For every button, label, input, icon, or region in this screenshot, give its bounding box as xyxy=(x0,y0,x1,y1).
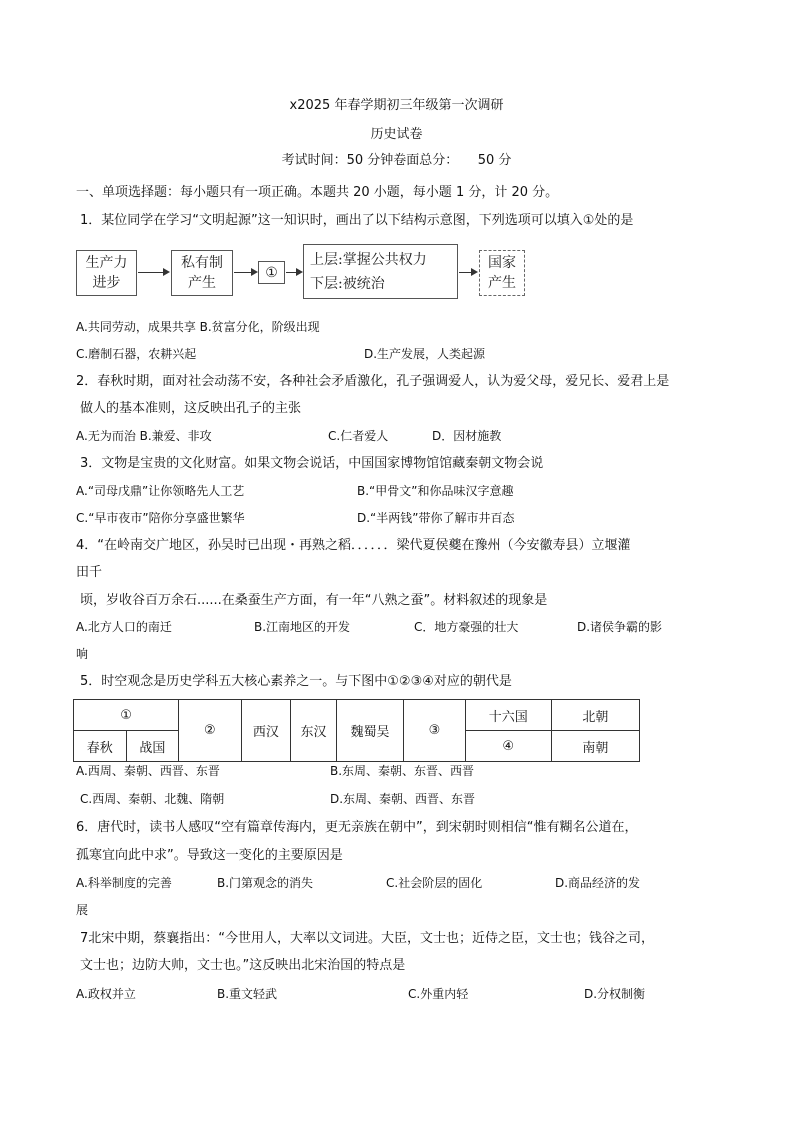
q1-option-c: C.磨制石器，农耕兴起 xyxy=(76,347,197,361)
q7-stem-line1: 7北宋中期，蔡襄指出：“今世用人，大率以文词进。大臣，文士也；近侍之臣，文士也；钱谷之司， xyxy=(80,931,655,946)
diagram-arrow xyxy=(459,272,476,273)
cell-southern-dynasties: 南朝 xyxy=(551,731,639,762)
q4-option-a: A.北方人口的南迁 xyxy=(76,620,172,634)
q6-option-b: B.门第观念的消失 xyxy=(217,876,314,890)
diagram-arrow xyxy=(138,272,168,273)
cell-3: ③ xyxy=(404,700,465,762)
q7-option-c: C.外重内轻 xyxy=(408,987,469,1001)
q3-option-c: C.“早市夜市”陪你分享盛世繁华 xyxy=(76,511,245,525)
q4-option-b: B.江南地区的开发 xyxy=(254,620,351,634)
diagram-box-state: 国家 产生 xyxy=(479,250,525,296)
exam-title: x2025 年春学期初三年级第一次调研 xyxy=(289,98,504,113)
cell-spring-autumn: 春秋 xyxy=(74,731,127,762)
cell-4: ④ xyxy=(465,731,551,762)
q1-stem: 1．某位同学在学习“文明起源”这一知识时，画出了以下结构示意图，下列选项可以填入①处的是 xyxy=(80,213,634,228)
q5-stem: 5．时空观念是历史学科五大核心素养之一。与下图中①②③④对应的朝代是 xyxy=(80,674,512,689)
q3-option-b: B.“甲骨文”和你品味汉字意趣 xyxy=(357,484,514,498)
q7-option-d: D.分权制衡 xyxy=(584,987,646,1001)
q1-option-d: D.生产发展，人类起源 xyxy=(364,347,486,361)
diagram-box-productivity: 生产力 进步 xyxy=(76,250,137,296)
q2-option-ab: A.无为而治 B.兼爱、非攻 xyxy=(76,429,212,443)
q6-option-a: A.科举制度的完善 xyxy=(76,876,172,890)
section-heading: 一、单项选择题：每小题只有一项正确。本题共 20 小题，每小题 1 分，计 20 分。 xyxy=(76,185,559,200)
q6-option-d-cont: 展 xyxy=(76,903,89,917)
diagram-box-private-ownership: 私有制 产生 xyxy=(171,250,233,296)
q6-stem-line2: 孤寒宜向此中求”。导致这一变化的主要原因是 xyxy=(76,848,343,863)
q5-option-d: D.东周、秦朝、西晋、东晋 xyxy=(330,792,476,806)
q5-timeline-table xyxy=(73,699,640,762)
q2-option-d: D．因材施教 xyxy=(432,429,502,443)
q6-option-c: C.社会阶层的固化 xyxy=(386,876,483,890)
cell-sixteen-kingdoms: 十六国 xyxy=(465,700,551,731)
q2-stem-line2: 做人的基本准则，这反映出孔子的主张 xyxy=(80,401,302,416)
cell-warring-states: 战国 xyxy=(126,731,179,762)
cell-three-kingdoms: 魏蜀吴 xyxy=(336,700,403,762)
q2-option-c: C.仁者爱人 xyxy=(328,429,389,443)
q4-stem-line2: 顷，岁收谷百万余石......在桑蚕生产方面，有一年“八熟之蚕”。材料叙述的现象是 xyxy=(80,593,548,608)
q6-option-d: D.商品经济的发 xyxy=(555,876,641,890)
diagram-box-class-structure: 上层:掌握公共权力 下层:被统治 xyxy=(303,244,458,299)
q4-stem-line1: 4．“在岭南交广地区，孙吴时已出现・再熟之稻．．．．．．梁代夏侯夔在豫州（今安徽寿县）立堰灌 xyxy=(76,538,631,553)
cell-1: ① xyxy=(74,700,179,731)
exam-info: 考试时间：50 分钟卷面总分： 50 分 xyxy=(281,153,512,168)
subject-title: 历史试卷 xyxy=(370,127,423,142)
diagram-arrow xyxy=(286,272,301,273)
q3-option-a: A.“司母戊鼎”让你领略先人工艺 xyxy=(76,484,245,498)
q5-option-a: A.西周、秦朝、西晋、东晋 xyxy=(76,764,220,778)
cell-eastern-han: 东汉 xyxy=(291,700,337,762)
cell-2: ② xyxy=(179,700,241,762)
q3-stem: 3．文物是宝贵的文化财富。如果文物会说话，中国国家博物馆馆藏秦朝文物会说 xyxy=(80,456,544,471)
q5-option-c: C.西周、秦朝、北魏、隋朝 xyxy=(80,792,225,806)
q4-option-c: C．地方豪强的壮大 xyxy=(414,620,519,634)
q4-option-d: D.诸侯争霸的影 xyxy=(577,620,663,634)
cell-northern-dynasties: 北朝 xyxy=(551,700,639,731)
q7-option-b: B.重文轻武 xyxy=(217,987,278,1001)
q4-option-d-cont: 响 xyxy=(76,647,89,661)
diagram-box-blank-1: ① xyxy=(258,261,285,284)
q5-option-b: B.东周、秦朝、东晋、西晋 xyxy=(330,764,475,778)
q1-option-ab: A.共同劳动，成果共享 B.贫富分化，阶级出现 xyxy=(76,320,320,334)
q7-option-a: A.政权并立 xyxy=(76,987,136,1001)
q4-stem-line1-cont: 田千 xyxy=(76,565,103,580)
diagram-arrow xyxy=(234,272,256,273)
q6-stem-line1: 6．唐代时，读书人感叹“空有篇章传海内，更无亲族在朝中”，到宋朝时则相信“惟有糊名公道在， xyxy=(76,820,638,835)
q3-option-d: D.“半两钱”带你了解市井百态 xyxy=(357,511,515,525)
q7-stem-line2: 文士也；边防大帅，文士也。”这反映出北宋治国的特点是 xyxy=(80,958,406,973)
cell-western-han: 西汉 xyxy=(241,700,291,762)
q2-stem-line1: 2．春秋时期，面对社会动荡不安，各种社会矛盾激化，孔子强调爱人，认为爱父母，爱兄长、爱君上是 xyxy=(76,374,670,389)
